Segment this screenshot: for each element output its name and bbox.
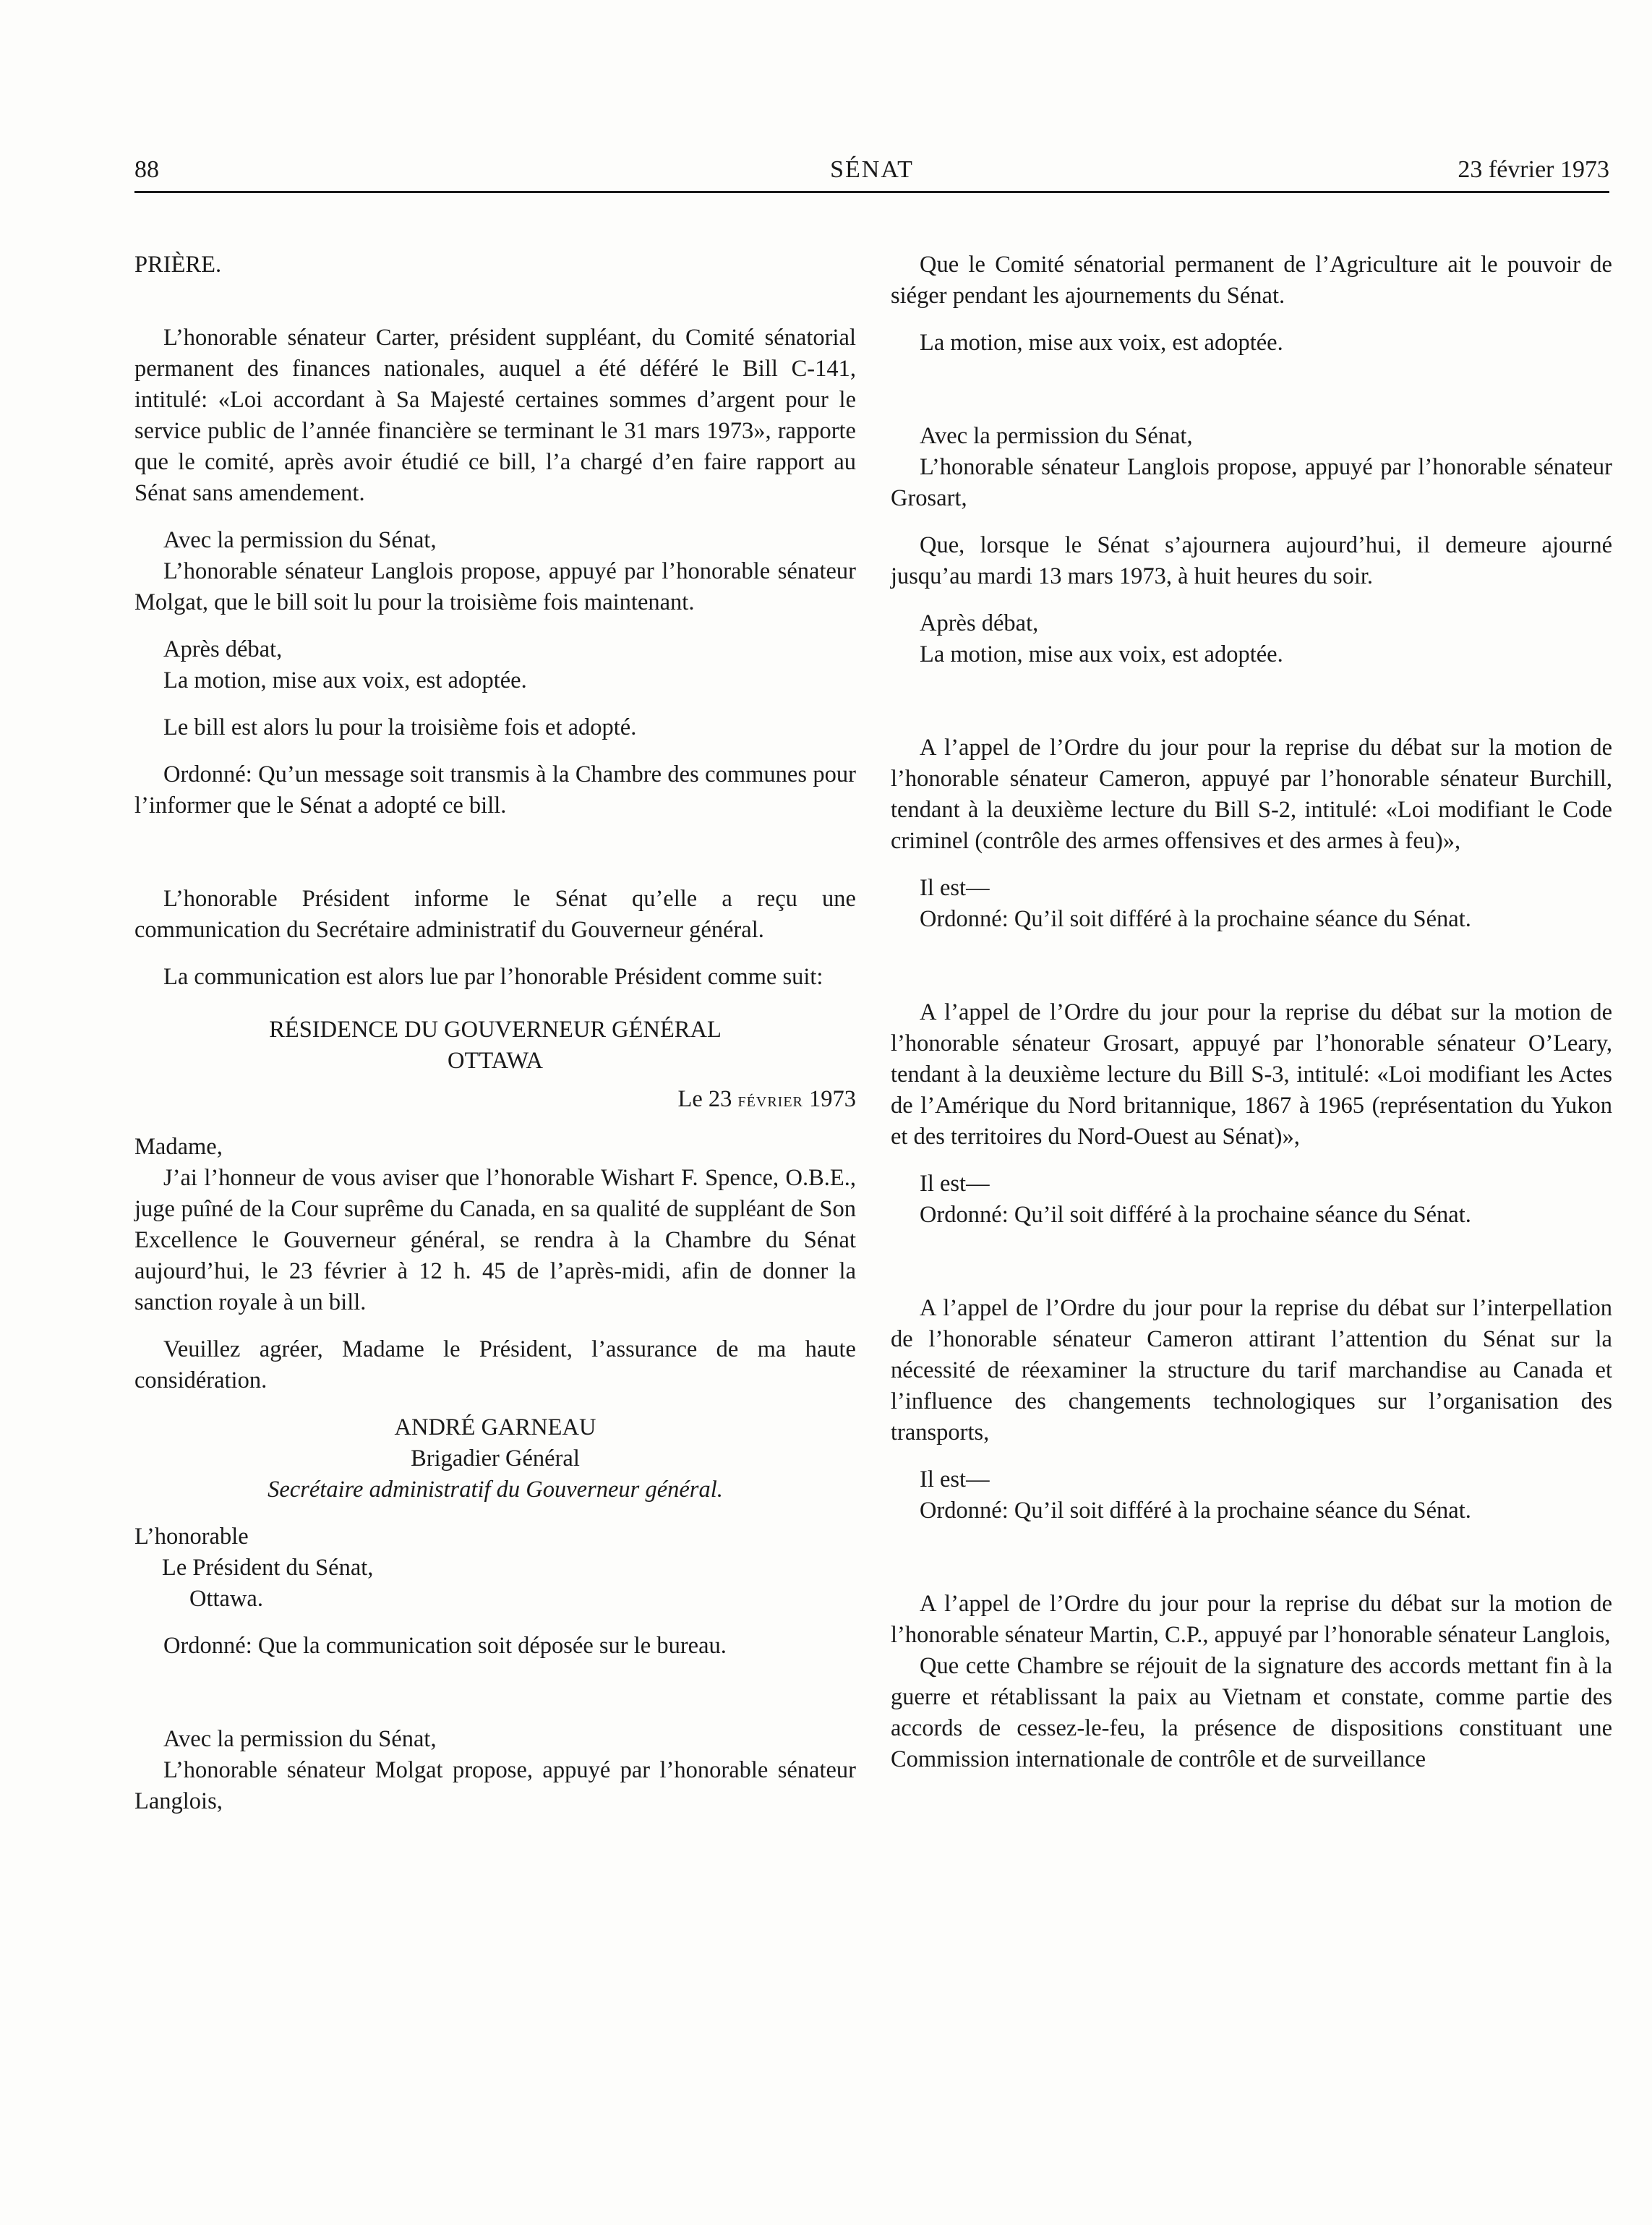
letter-body: J’ai l’honneur de vous aviser que l’honorable Wishart F. Spence, O.B.E., juge puîné de la Cour suprême du Canada, en sa qualité de suppléant de Son Excellence le Gouverneur général, se rendra à la Chambre du Sénat aujourd’hui, le 23 février à 12 h. 45 de l’après-midi, afin de donner la sanction royale à un bill.	[134, 1165, 856, 1315]
paragraph: L’honorable sénateur Carter, président suppléant, du Comité sénatorial permanent des finances nationales, auquel a été déféré le Bill C-141, intitulé: «Loi accordant à Sa Majesté certaines sommes d’argent pour le service public de l’année financière se terminant le 31 mars 1973», rapporte que le comité, après avoir étudié ce bill, l’a chargé d’en faire rapport au Sénat sans amendement.	[134, 325, 856, 506]
paragraph: A l’appel de l’Ordre du jour pour la reprise du débat sur la motion de l’honorable sénateur Martin, C.P., appuyé par l’honorable sénateur Langlois,	[891, 1591, 1612, 1648]
paragraph: Il est—	[920, 1466, 990, 1492]
paragraph: Que cette Chambre se réjouit de la signature des accords mettant fin à la guerre et rétablissant la paix au Vietnam et constate, comme partie des accords de cessez-le-feu, la présence de dispositions constituant une Commission internationale de contrôle et de surveillance	[891, 1653, 1612, 1772]
paragraph: A l’appel de l’Ordre du jour pour la reprise du débat sur la motion de l’honorable sénateur Grosart, appuyé par l’honorable sénateur O’Leary, tendant à la deuxième lecture du Bill S-3, intitulé: «Loi modifiant les Actes de l’Amérique du Nord britannique, 1867 à 1965 (représentation du Yukon et des territoires du Nord-Ouest au Sénat)»,	[891, 999, 1612, 1150]
address-line: Le Président du Sénat,	[162, 1555, 374, 1581]
salutation: Madame,	[134, 1134, 223, 1160]
paragraph: La motion, mise aux voix, est adoptée.	[163, 667, 527, 693]
letter-closing: Veuillez agréer, Madame le Président, l’assurance de ma haute considération.	[134, 1336, 856, 1393]
letter-date	[134, 1084, 856, 1116]
paragraph: L’honorable sénateur Langlois propose, appuyé par l’honorable sénateur Molgat, que le bill soit lu pour la troisième fois maintenant.	[134, 558, 856, 615]
paragraph: Avec la permission du Sénat,	[920, 423, 1193, 449]
letter-heading-city: OTTAWA	[448, 1048, 543, 1074]
letter-date-month: février	[737, 1089, 803, 1111]
paragraph: Que, lorsque le Sénat s’ajournera aujourd’hui, il demeure ajourné jusqu’au mardi 13 mars 1973, à huit heures du soir.	[891, 532, 1612, 589]
letter-date-year: 1973	[809, 1086, 856, 1112]
letter-date-prefix: Le 23	[677, 1086, 732, 1112]
paragraph: La motion, mise aux voix, est adoptée.	[920, 641, 1283, 667]
paragraph: Ordonné: Que la communication soit déposée sur le bureau.	[163, 1633, 727, 1659]
paragraph: Après débat,	[920, 610, 1039, 636]
paragraph: L’honorable sénateur Langlois propose, appuyé par l’honorable sénateur Grosart,	[891, 454, 1612, 511]
page-number: 88	[134, 156, 159, 183]
letter-heading: RÉSIDENCE DU GOUVERNEUR GÉNÉRAL	[269, 1017, 722, 1043]
paragraph: L’honorable Président informe le Sénat qu’elle a reçu une communication du Secrétaire administratif du Gouverneur général.	[134, 886, 856, 943]
paragraph: Après débat,	[163, 636, 283, 662]
signature-name: ANDRÉ GARNEAU	[394, 1414, 596, 1440]
paragraph: Ordonné: Qu’il soit différé à la prochaine séance du Sénat.	[920, 1202, 1471, 1228]
right-column	[891, 249, 1612, 1775]
page-header	[134, 153, 1609, 193]
page-title: SÉNAT	[830, 156, 914, 183]
paragraph: Que le Comité sénatorial permanent de l’Agriculture ait le pouvoir de siéger pendant les ajournements du Sénat.	[891, 252, 1612, 309]
priere-heading: PRIÈRE.	[134, 252, 222, 278]
paragraph: Ordonné: Qu’un message soit transmis à la Chambre des communes pour l’informer que le Sénat a adopté ce bill.	[134, 761, 856, 819]
paragraph: Avec la permission du Sénat,	[163, 527, 437, 553]
paragraph: La motion, mise aux voix, est adoptée.	[920, 330, 1283, 356]
paragraph: Avec la permission du Sénat,	[163, 1726, 437, 1752]
paragraph: Le bill est alors lu pour la troisième fois et adopté.	[163, 714, 637, 740]
page-date: 23 février 1973	[1458, 156, 1609, 183]
paragraph: A l’appel de l’Ordre du jour pour la reprise du débat sur l’interpellation de l’honorable sénateur Cameron attirant l’attention du Sénat sur la nécessité de réexaminer la structure du tarif marchandise au Canada et l’influence des changements technologiques sur l’organisation des transports,	[891, 1295, 1612, 1445]
paragraph: Ordonné: Qu’il soit différé à la prochaine séance du Sénat.	[920, 1498, 1471, 1524]
signature-title: Secrétaire administratif du Gouverneur général.	[268, 1477, 723, 1503]
address-line: Ottawa.	[189, 1586, 263, 1612]
paragraph: L’honorable sénateur Molgat propose, appuyé par l’honorable sénateur Langlois,	[134, 1757, 856, 1814]
paragraph: La communication est alors lue par l’honorable Président comme suit:	[163, 964, 823, 990]
signature-rank: Brigadier Général	[411, 1445, 580, 1472]
paragraph: Il est—	[920, 1171, 990, 1197]
left-column	[134, 249, 856, 1817]
address-line: L’honorable	[134, 1524, 249, 1550]
paragraph: Ordonné: Qu’il soit différé à la prochaine séance du Sénat.	[920, 906, 1471, 932]
paragraph: A l’appel de l’Ordre du jour pour la reprise du débat sur la motion de l’honorable sénateur Cameron, appuyé par l’honorable sénateur Burchill, tendant à la deuxième lecture du Bill S-2, intitulé: «Loi modifiant le Code criminel (contrôle des armes offensives et des armes à feu)»,	[891, 735, 1612, 854]
paragraph: Il est—	[920, 875, 990, 901]
